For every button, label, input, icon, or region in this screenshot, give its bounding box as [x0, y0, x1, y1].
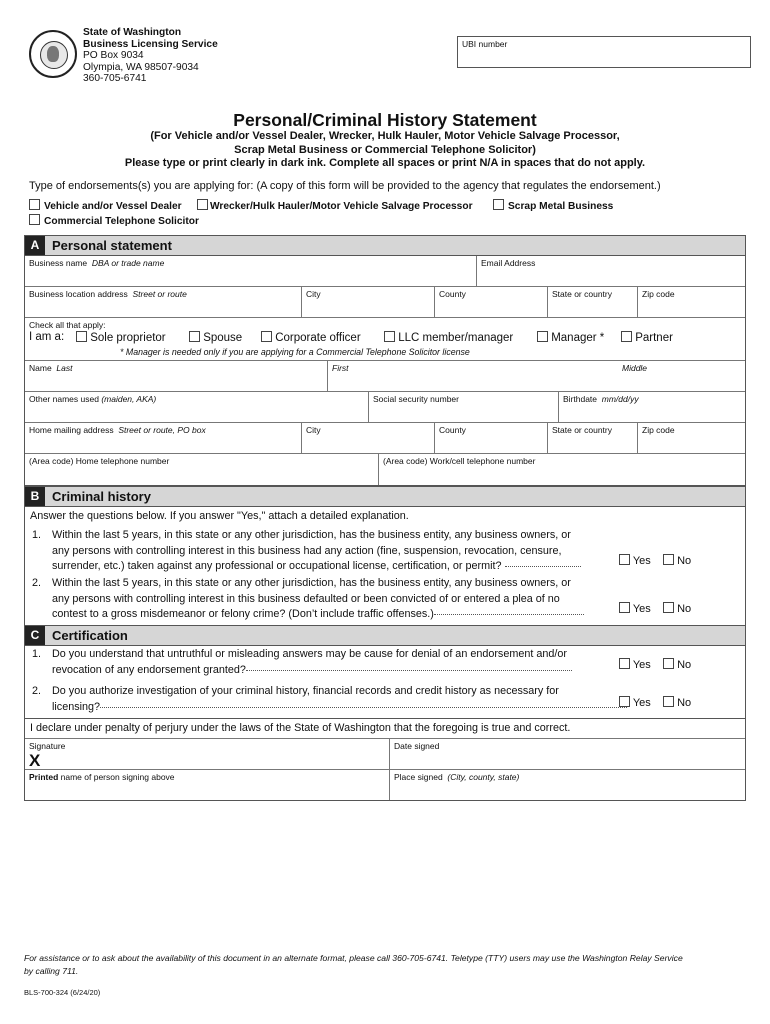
email-address-label: Email Address [481, 258, 536, 268]
certification-q1-answer [619, 658, 691, 671]
section-c-letter: C [25, 626, 45, 645]
section-b-letter: B [25, 487, 45, 506]
home-phone-field[interactable] [25, 454, 378, 485]
checkbox[interactable] [663, 602, 674, 613]
name-row [25, 361, 745, 392]
home-address-hint: Street or route, PO box [118, 425, 206, 435]
zip-label: Zip code [642, 289, 675, 299]
no-option[interactable] [663, 603, 691, 615]
birthdate-field[interactable] [558, 392, 745, 422]
question-line: any persons with controlling interest in this business defaulted or been convicted of or entered a plea of no [52, 592, 560, 605]
ubi-number-field[interactable] [457, 36, 751, 68]
birthdate-hint: mm/dd/yy [601, 394, 639, 404]
endorsement-label: Scrap Metal Business [508, 201, 614, 212]
yes-label: Yes [632, 603, 651, 615]
section-c-header [24, 625, 746, 646]
section-b-header [24, 486, 746, 507]
other-names-label: Other names used [29, 394, 99, 404]
subtitle-line-1: (For Vehicle and/or Vessel Dealer, Wrecker, Hulk Hauler, Motor Vehicle Salvage Processor, [150, 130, 620, 142]
business-location-row [25, 287, 745, 318]
footer-line-2: by calling 711. [24, 966, 79, 976]
business-state-field[interactable] [547, 287, 637, 317]
printed-label-rest: name of person signing above [58, 772, 175, 782]
criminal-q2-answer [619, 602, 691, 615]
no-label: No [677, 697, 692, 709]
role-label: Sole proprietor [90, 332, 166, 344]
agency-line-3: PO Box 9034 [83, 50, 144, 62]
signature-x-mark: X [29, 751, 41, 770]
no-label: No [677, 659, 692, 671]
endorsement-label: Wrecker/Hulk Hauler/Motor Vehicle Salvage Processor [210, 201, 473, 212]
checkbox[interactable] [29, 199, 40, 210]
place-signed-label: Place signed [394, 772, 443, 782]
footer-line-1: For assistance or to ask about the availability of this document in an alternate format, please call 360-705-6741. Teletype (TTY) users may use the Washington Relay Service [24, 953, 683, 963]
name-label: Name [29, 363, 52, 373]
criminal-history-intro: Answer the questions below. If you answer "Yes," attach a detailed explanation. [30, 510, 409, 522]
yes-label: Yes [632, 659, 651, 671]
criminal-question-1 [52, 528, 632, 575]
criminal-question-2 [52, 576, 632, 623]
other-names-hint: (maiden, AKA) [101, 394, 157, 404]
birthdate-label: Birthdate [563, 394, 598, 404]
certification-question-1 [52, 647, 632, 678]
checkbox[interactable] [621, 331, 632, 342]
checkbox[interactable] [619, 602, 630, 613]
agency-line-4: Olympia, WA 98507-9034 [83, 61, 199, 73]
other-names-field[interactable] [25, 392, 368, 422]
question-line: any persons with controlling interest in this business had any action (fine, suspension, revocation, censure, [52, 544, 562, 557]
endorsement-label: Commercial Telephone Solicitor [44, 216, 199, 227]
ssn-label: Social security number [373, 394, 459, 404]
yes-label: Yes [632, 697, 651, 709]
city-label: City [306, 289, 321, 299]
first-name-label: First [332, 363, 349, 373]
form-number: BLS-700-324 (6/24/20) [24, 988, 101, 997]
checkbox[interactable] [189, 331, 200, 342]
work-phone-label: (Area code) Work/cell telephone number [383, 456, 536, 466]
first-name-field[interactable] [327, 361, 618, 391]
state-label: State or country [552, 425, 613, 435]
ssn-field[interactable] [368, 392, 558, 422]
role-selection-row [25, 318, 745, 361]
manager-note: * Manager is needed only if you are applying for a Commercial Telephone Solicitor license [120, 347, 470, 357]
checkbox[interactable] [197, 199, 208, 210]
role-label: LLC member/manager [398, 332, 514, 344]
place-signed-hint: (City, county, state) [447, 772, 520, 782]
yes-option[interactable] [619, 659, 651, 671]
certification-question-2-number: 2. [32, 685, 42, 697]
divider [25, 718, 745, 719]
section-a-letter: A [25, 236, 45, 255]
checkbox[interactable] [663, 696, 674, 707]
business-location-hint: Street or route [132, 289, 187, 299]
role-llc-member[interactable] [384, 331, 513, 344]
work-phone-field[interactable] [378, 454, 745, 485]
endorsement-option-telephone-solicitor[interactable] [29, 214, 199, 227]
endorsement-label: Vehicle and/or Vessel Dealer [44, 201, 182, 212]
endorsement-option-wrecker[interactable] [197, 199, 473, 212]
checkbox[interactable] [384, 331, 395, 342]
yes-option[interactable] [619, 555, 651, 567]
form-subtitle [0, 130, 770, 171]
signature-label: Signature [29, 741, 66, 751]
role-partner[interactable] [621, 331, 673, 344]
email-address-field[interactable] [476, 256, 745, 286]
yes-option[interactable] [619, 603, 651, 615]
identity-row [25, 392, 745, 423]
home-address-label: Home mailing address [29, 425, 114, 435]
agency-line-1: State of Washington [83, 27, 182, 38]
subtitle-line-3: Please type or print clearly in dark ink. Complete all spaces or print N/A in spaces that do not apply. [124, 157, 646, 169]
certification-q2-answer [619, 696, 691, 709]
checkbox[interactable] [493, 199, 504, 210]
printed-name-row [25, 770, 745, 800]
date-signed-field[interactable] [389, 739, 745, 769]
perjury-declaration: I declare under penalty of perjury under the laws of the State of Washington that the foregoing is true and correct. [30, 722, 571, 734]
iam-label: I am a: [29, 331, 65, 343]
agency-address-block [83, 27, 218, 85]
printed-label-bold: Printed [29, 772, 59, 782]
accessibility-note [24, 952, 754, 978]
form-title: Personal/Criminal History Statement [233, 110, 537, 130]
city-label: City [306, 425, 321, 435]
certification-question-2 [52, 684, 632, 715]
yes-label: Yes [632, 555, 651, 567]
place-signed-field[interactable] [389, 770, 745, 800]
check-all-label: Check all that apply: [29, 320, 106, 330]
role-sole-proprietor[interactable] [76, 331, 166, 344]
section-a-title: Personal statement [52, 238, 172, 253]
personal-statement-grid [24, 255, 746, 486]
signature-row [25, 738, 745, 770]
role-spouse[interactable] [189, 331, 242, 344]
role-label: Corporate officer [275, 332, 361, 344]
business-location-label: Business location address [29, 289, 128, 299]
no-option[interactable] [663, 555, 691, 567]
question-line: Do you authorize investigation of your criminal history, financial records and credit history as necessary for [52, 685, 559, 697]
home-address-field[interactable] [25, 423, 301, 453]
subtitle-line-2: Scrap Metal Business or Commercial Telephone Solicitor) [234, 143, 536, 156]
checkbox[interactable] [537, 331, 548, 342]
checkbox[interactable] [261, 331, 272, 342]
state-label: State or country [552, 289, 613, 299]
question-line: revocation of any endorsement granted? [52, 663, 246, 676]
business-name-field[interactable] [25, 256, 476, 286]
criminal-question-1-number: 1. [32, 529, 42, 541]
certification-question-1-number: 1. [32, 648, 42, 660]
section-c-title: Certification [52, 628, 128, 643]
business-city-field[interactable] [301, 287, 434, 317]
endorsement-option-vehicle-dealer[interactable] [29, 199, 182, 212]
last-name-hint: Last [56, 363, 73, 373]
role-label: Partner [635, 332, 673, 344]
agency-line-5: 360-705-6741 [83, 73, 147, 85]
county-label: County [439, 289, 466, 299]
criminal-question-2-number: 2. [32, 577, 42, 589]
question-line: licensing? [52, 700, 101, 713]
printed-name-field[interactable] [25, 770, 389, 800]
question-line: Do you understand that untruthful or misleading answers may be cause for denial of an endorsement and/or [52, 648, 567, 660]
checkbox[interactable] [619, 696, 630, 707]
question-line: surrender, etc.) taken against any professional or occupational license, certification, or permit? [52, 560, 502, 572]
phone-row [25, 454, 745, 485]
county-label: County [439, 425, 466, 435]
business-name-hint: DBA or trade name [91, 258, 165, 268]
endorsement-question: Type of endorsements(s) you are applying for: (A copy of this form will be provided to the agency that regulates the endorsement.) [29, 180, 661, 192]
middle-name-field[interactable] [618, 361, 745, 391]
ubi-number-label: UBI number [462, 39, 508, 49]
business-name-label: Business name [29, 258, 88, 268]
zip-label: Zip code [642, 425, 675, 435]
no-label: No [677, 603, 692, 615]
role-label: Spouse [203, 332, 243, 344]
middle-name-label: Middle [622, 363, 648, 373]
role-corporate-officer[interactable] [261, 331, 361, 344]
question-line: contest to a gross misdemeanor or felony crime? (Don’t include traffic offenses.) [52, 608, 434, 620]
home-state-field[interactable] [547, 423, 637, 453]
checkbox[interactable] [619, 658, 630, 669]
checkbox[interactable] [76, 331, 87, 342]
home-zip-field[interactable] [637, 423, 745, 453]
checkbox[interactable] [663, 554, 674, 565]
question-line: Within the last 5 years, in this state or any other jurisdiction, has the business entity, any business owners, or [52, 577, 571, 589]
business-county-field[interactable] [434, 287, 547, 317]
business-name-row [25, 256, 745, 287]
home-address-row [25, 423, 745, 454]
checkbox[interactable] [29, 214, 40, 225]
question-line: Within the last 5 years, in this state or any other jurisdiction, has the business entity, any business owners, or [52, 529, 571, 541]
criminal-q1-answer [619, 554, 691, 567]
washington-state-seal-icon [29, 30, 77, 78]
business-zip-field[interactable] [637, 287, 745, 317]
role-manager[interactable] [537, 331, 604, 344]
no-option[interactable] [663, 659, 691, 671]
certification-panel [24, 645, 746, 801]
home-phone-label: (Area code) Home telephone number [29, 456, 170, 466]
role-selection-field [25, 318, 745, 360]
business-location-field[interactable] [25, 287, 301, 317]
no-option[interactable] [663, 697, 691, 709]
section-a-header [24, 235, 746, 256]
role-label: Manager * [551, 332, 605, 344]
last-name-field[interactable] [25, 361, 327, 391]
no-label: No [677, 555, 692, 567]
home-city-field[interactable] [301, 423, 434, 453]
endorsement-option-scrap-metal[interactable] [493, 199, 613, 212]
section-b-title: Criminal history [52, 489, 151, 504]
home-county-field[interactable] [434, 423, 547, 453]
yes-option[interactable] [619, 697, 651, 709]
signature-field[interactable] [25, 739, 389, 769]
checkbox[interactable] [663, 658, 674, 669]
checkbox[interactable] [619, 554, 630, 565]
agency-line-2: Business Licensing Service [83, 38, 218, 50]
criminal-history-panel [24, 506, 746, 625]
date-signed-label: Date signed [394, 741, 440, 751]
